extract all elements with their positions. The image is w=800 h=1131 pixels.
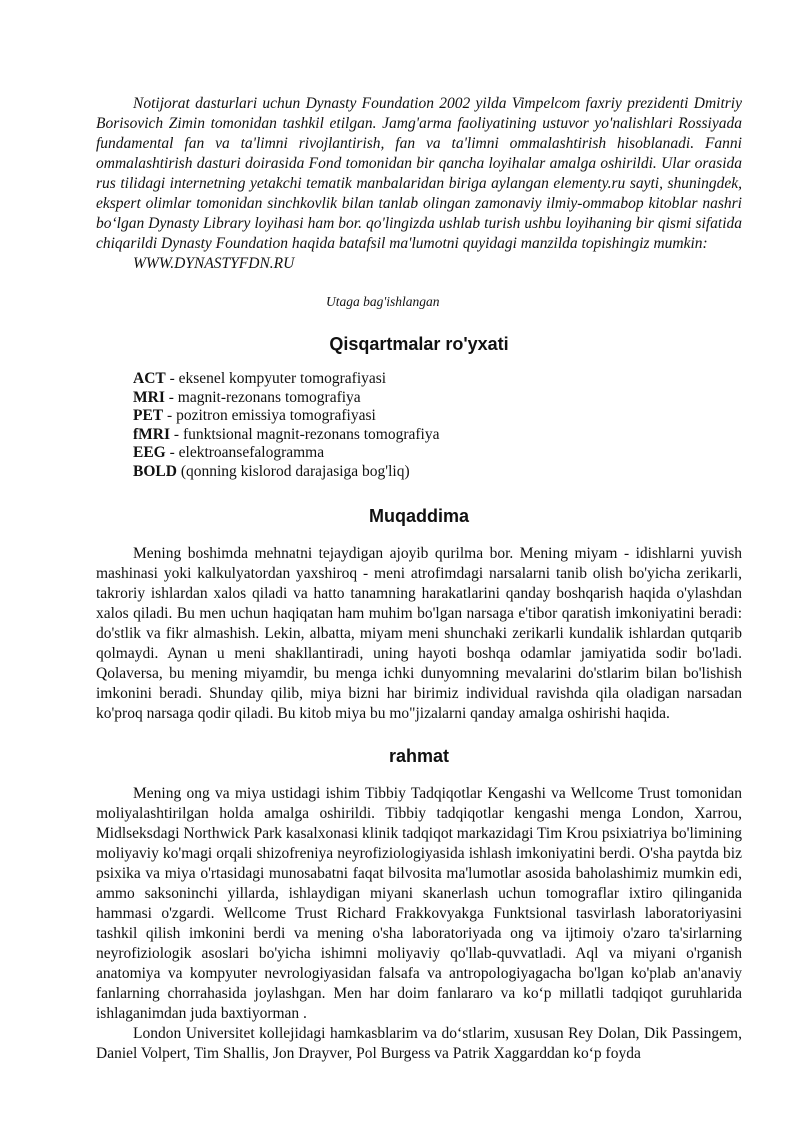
abbreviation-description: - elektroansefalogramma (165, 444, 325, 462)
abbreviations-list (133, 370, 742, 482)
abbreviation-term: BOLD (133, 462, 177, 480)
foundation-url: WWW.DYNASTYFDN.RU (133, 255, 295, 272)
abbreviation-item (133, 370, 742, 389)
abbreviation-term: ACT (133, 370, 166, 387)
abbreviation-term: EEG (133, 444, 166, 462)
abbreviation-term: PET (133, 407, 164, 425)
abbreviations-heading: Qisqartmalar ro'yxati (329, 334, 509, 354)
abbreviation-term: MRI (133, 388, 165, 406)
muqaddima-heading: Muqaddima (368, 505, 469, 526)
rahmat-paragraph-2: London Universitet kollejidagi hamkasblarim va do‘stlarim, xususan Rey Dolan, Dik Passingem, Daniel Volpert, Tim Shallis, Jon Drayver, Pol Burgess va Patrik Xaggarddan ko‘p foyda (96, 1024, 742, 1062)
rahmat-paragraph-1: Mening ong va miya ustidagi ishim Tibbiy Tadqiqotlar Kengashi va Wellcome Trust tomonidan moliyalashtirilgan holda amalga oshirildi. Tibbiy tadqiqotlar kengashi menga London, Xarrou, Midlseksdagi Northwick Park kasalxonasi klinik tadqiqot markazidagi Tim Krou psixiatriya bo'limining moliyaviy ko'magi orqali shizofreniya neyrofiziologiyasida ishlash imkoniyatini berdi. O'sha paytda biz psixika va miya o'rtasidagi munosabatni faqat bilvosita ma'lumotlar asosida baholashimiz mumkin edi, ammo saksoninchi yillarda, ishlaydigan miyani skanerlash uchun tomograflar ixtiro qilinganida hammasi o'zgardi. Wellcome Trust Richard Frakkovyakga Funktsional tasvirlash laboratoriyasini tashkil qilish imkonini berdi va mening o'sha laboratoriyada ong va ijtimoiy o'zaro ta'sirlarning neyrofiziologik asoslari bo'yicha ishimni moliyaviy qo'llab-quvvatladi. Aql va miyani o'rganish anatomiya va kompyuter nevrologiyasidan falsafa va antropologiyagacha bo'lgan ko'plab an'anaviy fanlarning chorrahasida joylashgan. Men har doim fanlararo va ko‘p millatli tadqiqot guruhlarida ishlaganimdan juda baxtiyorman . (96, 784, 742, 1022)
abbreviation-description: - pozitron emissiya tomografiyasi (163, 407, 376, 425)
abbreviation-item (133, 444, 742, 463)
abbreviation-description: - magnit-rezonans tomografiya (164, 388, 361, 406)
rahmat-heading: rahmat (388, 745, 450, 766)
abbreviation-item (133, 407, 742, 426)
abbreviation-item (133, 463, 742, 482)
abbreviation-description: (qonning kislorod darajasiga bog'liq) (176, 462, 410, 480)
intro-paragraph: Notijorat dasturlari uchun Dynasty Foundation 2002 yilda Vimpelcom faxriy prezidenti Dmitriy Borisovich Zimin tomonidan tashkil etilgan. Jamg'arma faoliyatining ustuvor yo'nalishlari Rossiyada fundamental fan va ta'limni rivojlantirish, fan va ta'limni ommalashtirish hisoblanadi. Fanni ommalashtirish dasturi doirasida Fond tomonidan bir qancha loyihalar amalga oshirildi. Ular orasida rus tilidagi internetning yetakchi tematik manbalaridan biriga aylangan elementy.ru sayti, shuningdek, ekspert olimlar tomonidan sinchkovlik bilan tanlab olingan zamonaviy ilmiy-ommabop kitoblar nashri bo‘lgan Dynasty Library loyihasi ham bor. qo'lingizda ushlab turish ushbu loyihaning bir qismi sifatida chiqarildi Dynasty Foundation haqida batafsil ma'lumotni quyidagi manzilda topishingiz mumkin: (96, 95, 742, 252)
dedication: Utaga bag'ishlangan (326, 294, 440, 309)
abbreviation-term: fMRI (133, 425, 171, 443)
abbreviation-description: - eksenel kompyuter tomografiyasi (165, 370, 387, 387)
abbreviation-description: - funktsional magnit-rezonans tomografiya (170, 425, 440, 443)
abbreviation-item (133, 426, 742, 445)
abbreviation-item (133, 389, 742, 408)
page-content (96, 94, 742, 1064)
muqaddima-paragraph: Mening boshimda mehnatni tejaydigan ajoyib qurilma bor. Mening miyam - idishlarni yuvish mashinasi yoki kalkulyatordan yaxshiroq - meni atrofimdagi narsalarni tanib olish bo'yicha zerikarli, takroriy ishlardan xalos qiladi va hatto tanamning harakatlarini qanday boshqarish haqida o'ylashdan xalos qiladi. Bu men uchun haqiqatan ham muhim bo'lgan narsaga e'tibor qaratish imkoniyatini beradi: do'stlik va fikr almashish. Lekin, albatta, miyam meni shunchaki zerikarli kundalik ishlardan qutqarib qolmaydi. Aynan u meni shakllantiradi, uning hayoti boshqa odamlar jamiyatida sodir bo'ladi. Qolaversa, bu mening miyamdir, bu menga ichki dunyomning mevalarini do'stlarim bilan bo'lishish imkonini beradi. Shunday qilib, miya bizni har birimiz individual ravishda qila oladigan narsadan ko'proq narsaga qodir qiladi. Bu kitob miya bu mo"jizalarni qanday amalga oshirishi haqida. (96, 544, 742, 722)
